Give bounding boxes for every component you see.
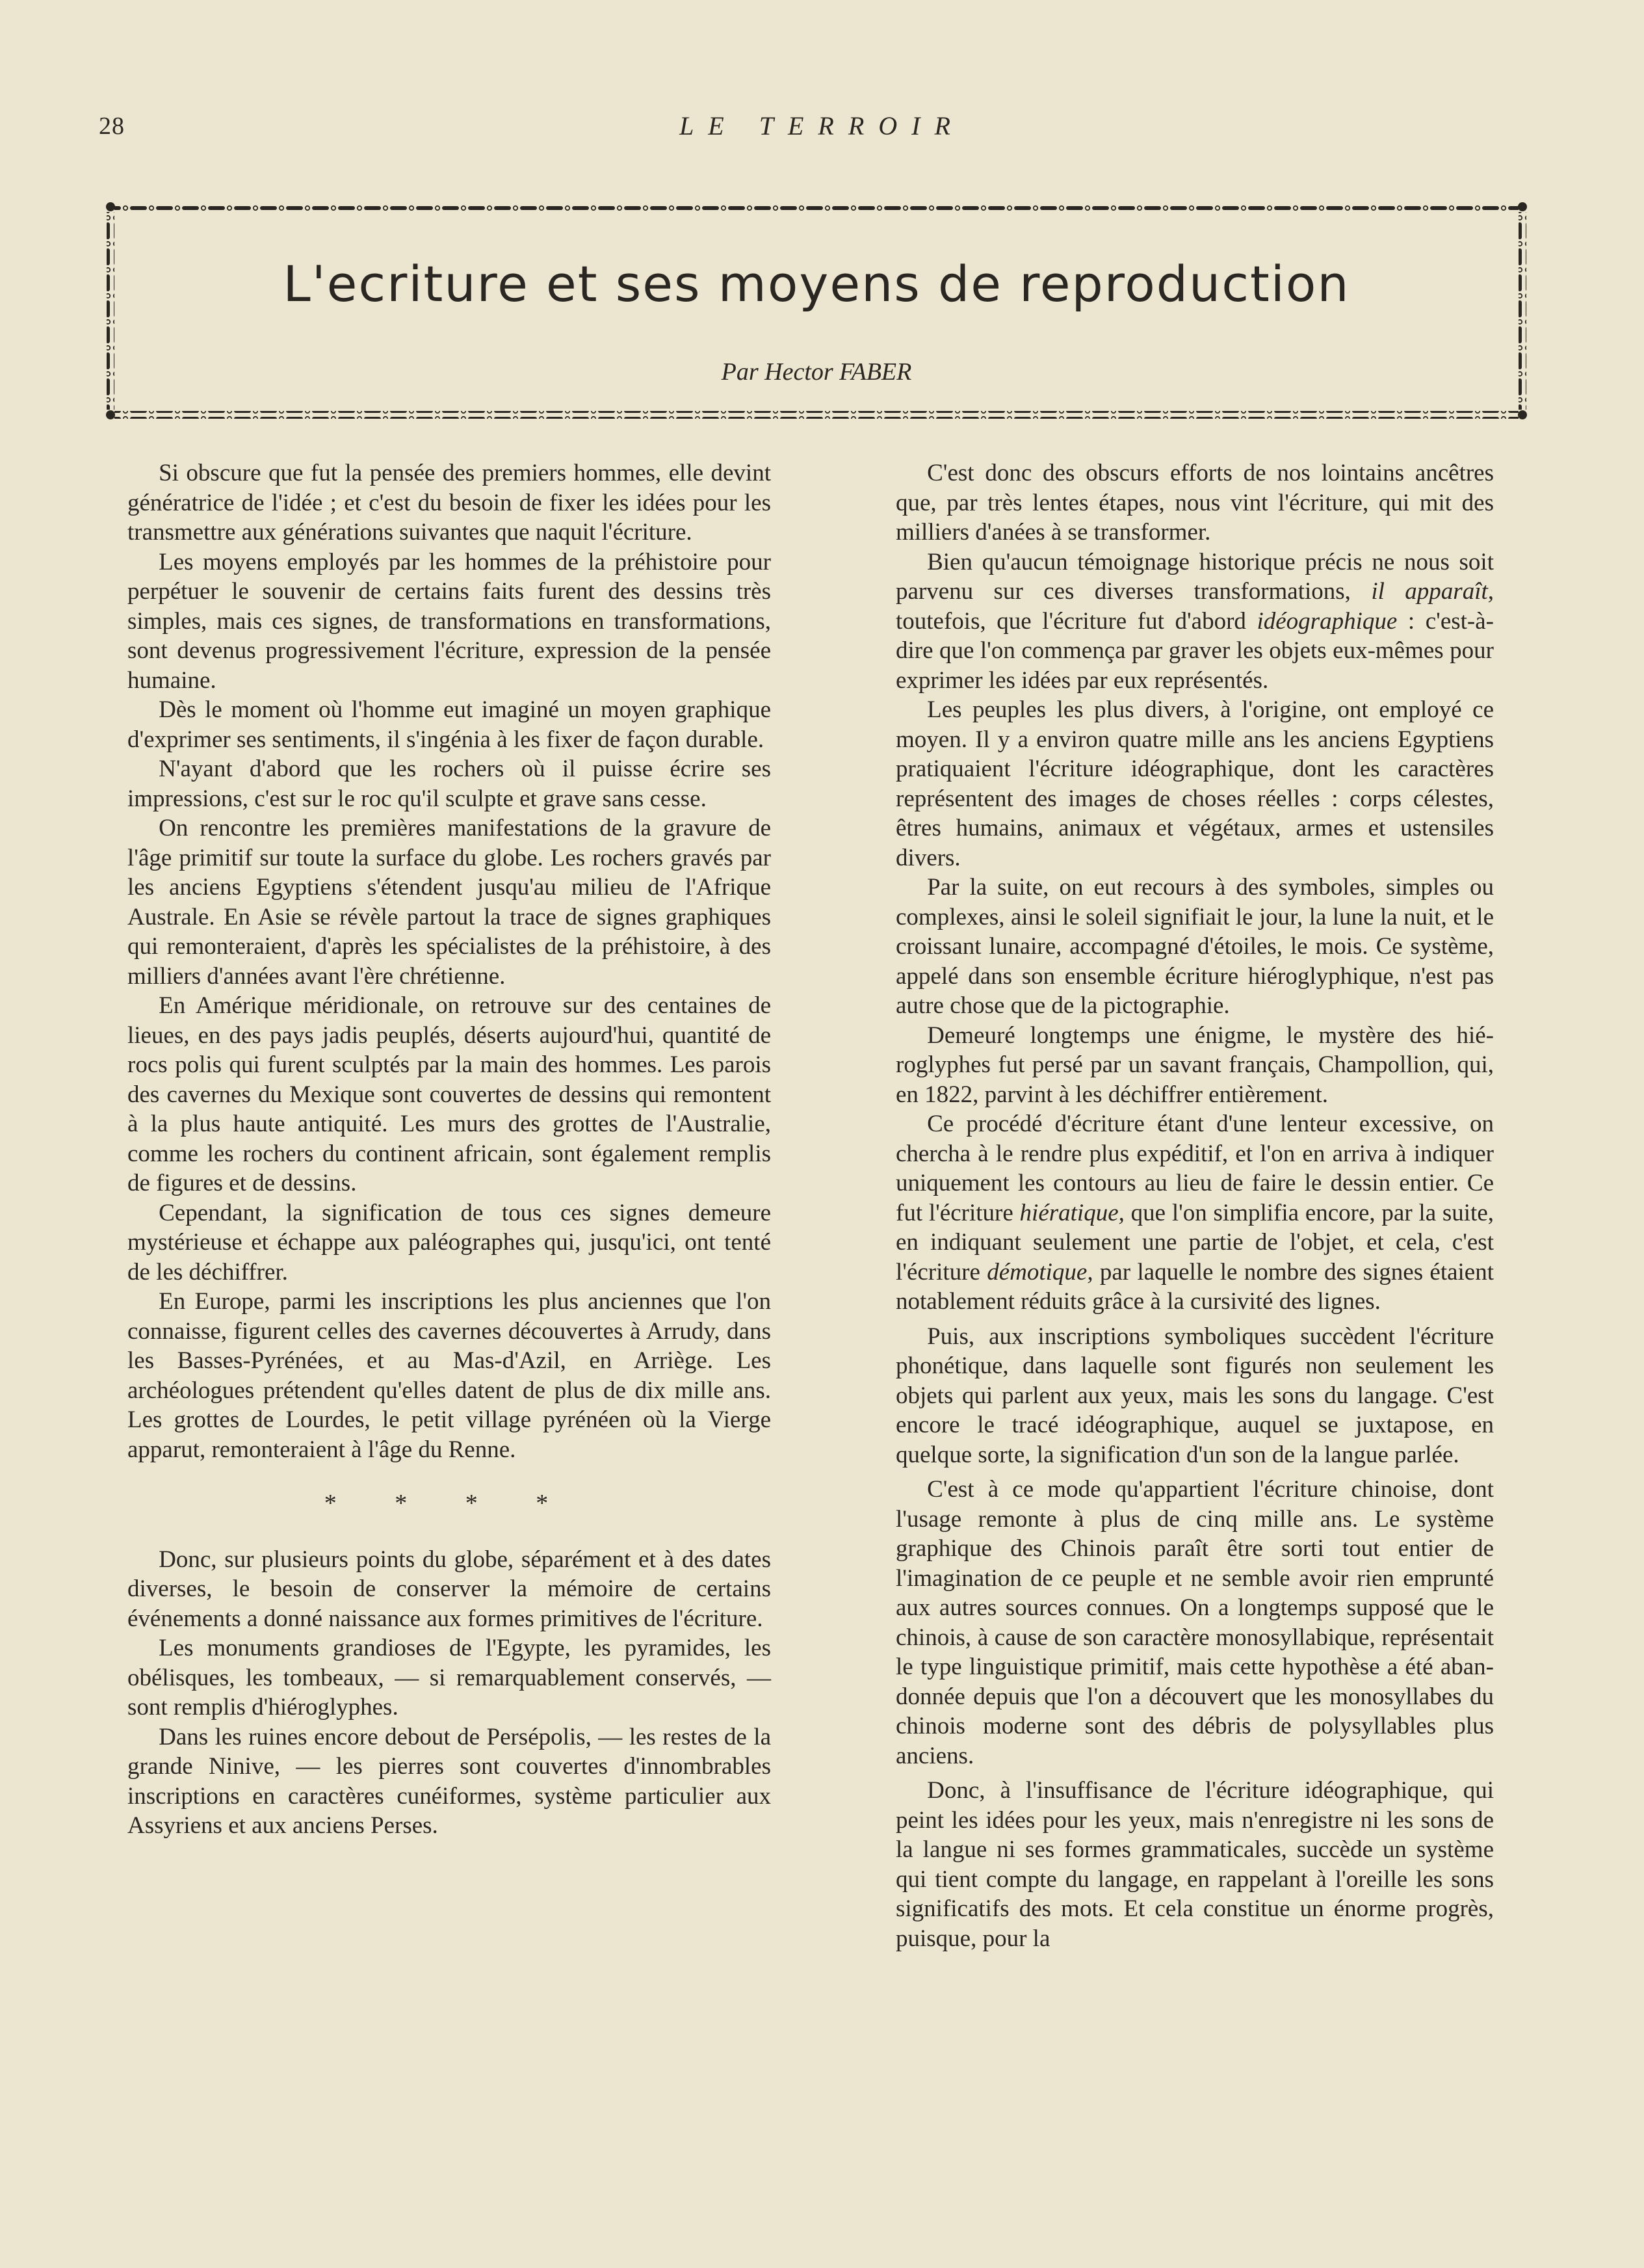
text-run: Ce procédé d'écriture étant d'une lenteur excessive, on chercha à le rendre plus expéditif, et l'on en arriva à indiquer uniquement les contours au lieu de faire le dessin entier. Ce fut l'écriture xyxy=(896,1111,1494,1226)
text-run: toutefois, que l'écriture fut d'abord xyxy=(896,607,1246,635)
paragraph: Les moyens employés par les hommes de la préhistoire pour perpétuer le souvenir de certains faits furent des dessins très simples, mais ces signes, de transformations en transformations, sont devenus progressivement l'écriture, expression de la pensée humaine. xyxy=(127,548,771,694)
paragraph: N'ayant d'abord que les rochers où il puisse écrire ses impressions, c'est sur le roc qu'il sculpte et grave sans cesse. xyxy=(127,756,771,812)
text-run: Bien qu'aucun témoignage historique précis ne nous soit parvenu sur ces diverses transformations, xyxy=(896,548,1494,605)
text-run: par laquelle le nombre des signes étaient notablement réduits grâce à la cursivité des lignes. xyxy=(896,1258,1494,1315)
paragraph: C'est à ce mode qu'appartient l'écriture chinoise, dont l'usage remonte à plus de cinq mille ans. Le système graphique des Chinois paraît être sorti tout entier de l'imagination de ce peuple et ne semble avoir rien emprunté aux autres sources connues. On a longtemps supposé que le chinois, à cause de son caractère monosyllabique, représentait le type linguistique primitif, mais cette hypothèse a été abandonnée depuis que l'on a découvert que les monosyllabes du chinois moderne sont des débris de polysyllables plus anciens. xyxy=(896,1476,1494,1769)
right-column xyxy=(896,458,1494,1953)
running-head: LE TERROIR xyxy=(679,111,965,140)
paragraph xyxy=(896,1109,1494,1317)
paragraph: Les peuples les plus divers, à l'origine, ont employé ce moyen. Il y a environ quatre mille ans les anciens Egyptiens pratiquaient l'écriture idéographique, dont les caractères représentent des images de choses réelles : corps célestes, êtres humains, animaux et végétaux, armes et ustensiles divers. xyxy=(896,696,1494,871)
page-number: 28 xyxy=(99,112,125,140)
paragraph xyxy=(896,547,1494,696)
italic-text: hiératique, xyxy=(1019,1199,1125,1226)
paragraph: Donc, à l'insuffisance de l'écriture idéographique, qui peint les idées pour les yeux, mais n'enregistre ni les sons de la langue ni ses formes grammaticales, succède un système qui tient compte du langage, en rappelant à l'oreille les sons significatifs des mots. Et cela constitue un énorme progrès, puisque, pour la xyxy=(896,1777,1494,1952)
article-title: L'ecriture et ses moyens de reproduction xyxy=(283,255,1350,313)
title-frame xyxy=(104,196,1529,425)
paragraph: Les monuments grandioses de l'Egypte, les pyramides, les obélisques, les tombeaux, — si remarquablement conservés, — sont remplis d'hiéroglyphes. xyxy=(127,1635,771,1721)
paragraph: Cependant, la signification de tous ces signes demeure mystérieuse et échappe aux paléographes qui, jusqu'ici, ont tenté de les déchiffrer. xyxy=(127,1199,771,1286)
paragraph: En Europe, parmi les inscriptions les plus anciennes que l'on connaisse, figurent celles des cavernes découvertes à Arrudy, dans les Basses-Pyrénées, et au Mas-d'Azil, en Arriège. Les archéologues prétendent qu'elles datent de plus de dix mille ans. Les grottes de Lourdes, le petit village pyrénéen où la Vierge apparut, remonteraient à l'âge du Renne. xyxy=(127,1288,771,1463)
section-separator: * * * * xyxy=(324,1490,575,1517)
paragraph: Par la suite, on eut recours à des symboles, simples ou complexes, ainsi le soleil signifiait le jour, la lune la nuit, et le croissant lunaire, accompagné d'étoiles, le mois. Ce système, appelé dans son ensemble écriture hiéroglyphique, n'est pas autre chose que de la pictographie. xyxy=(896,874,1494,1019)
paragraph: Si obscure que fut la pensée des premiers hommes, elle devint génératrice de l'idée ; et c'est du besoin de fixer les idées pour les transmettre aux générations suivantes que naquit l'écriture. xyxy=(127,460,771,546)
paragraph: En Amérique méridionale, on retrouve sur des centaines de lieues, en des pays jadis peuplés, déserts aujourd'hui, quantité de rocs polis qui furent sculptés par la main des hommes. Les parois des cavernes du Mexique sont couvertes de dessins qui remontent à la plus haute antiquité. Les murs des grottes de l'Australie, comme les rochers du continent africain, sont également remplis de figures et de dessins. xyxy=(127,992,771,1196)
paragraph: Puis, aux inscriptions symboliques succèdent l'écriture phonétique, dans laquelle sont figurés non seulement les objets qui parlent aux yeux, mais les sons du langage. C'est encore le tracé idéographique, auquel se juxtapose, en quelque sorte, la signification d'un son de la langue parlée. xyxy=(896,1323,1494,1468)
text-run: que l'on simplifia encore, par la suite, en indiquant seulement une partie de l'objet, et cela, c'est l'écriture xyxy=(896,1199,1494,1286)
paragraph: C'est donc des obscurs efforts de nos lointains ancêtres que, par très lentes étapes, nous vint l'écriture, qui mit des milliers d'anées à se transformer. xyxy=(896,460,1494,546)
italic-text: démotique, xyxy=(987,1258,1093,1286)
italic-text: il apparaît, xyxy=(1371,578,1494,605)
left-column xyxy=(127,458,771,1841)
byline: Par Hector FABER xyxy=(721,358,912,386)
paragraph: Dans les ruines encore debout de Persépolis, — les restes de la grande Ninive, — les pierres sont couvertes d'innombrables inscriptions en caractères cunéiformes, système particulier aux Assyriens et aux anciens Perses. xyxy=(127,1723,771,1839)
text-run: : c'est-à-dire que l'on commença par graver les objets eux-mêmes pour exprimer les idées par eux représentés. xyxy=(896,607,1494,694)
paragraph: Demeuré longtemps une énigme, le mystère des hiéroglyphes fut persé par un savant français, Champollion, qui, en 1822, parvint à les déchiffrer entièrement. xyxy=(896,1022,1494,1108)
italic-text: idéographique xyxy=(1257,607,1398,635)
paragraph: Dès le moment où l'homme eut imaginé un moyen graphique d'exprimer ses sentiments, il s'ingénia à les fixer de façon durable. xyxy=(127,696,771,753)
paragraph: Donc, sur plusieurs points du globe, séparément et à des dates diverses, le besoin de conserver la mémoire de certains événements a donné naissance aux formes primitives de l'écriture. xyxy=(127,1546,771,1632)
paragraph: On rencontre les premières manifestations de la gravure de l'âge primitif sur toute la surface du globe. Les rochers gravés par les anciens Egyptiens s'étendent jusqu'au milieu de l'Afrique Australe. En Asie se révèle partout la trace de signes graphiques qui remonteraient, d'après les spécialistes de la préhistoire, à des milliers d'années avant l'ère chrétienne. xyxy=(127,815,771,990)
